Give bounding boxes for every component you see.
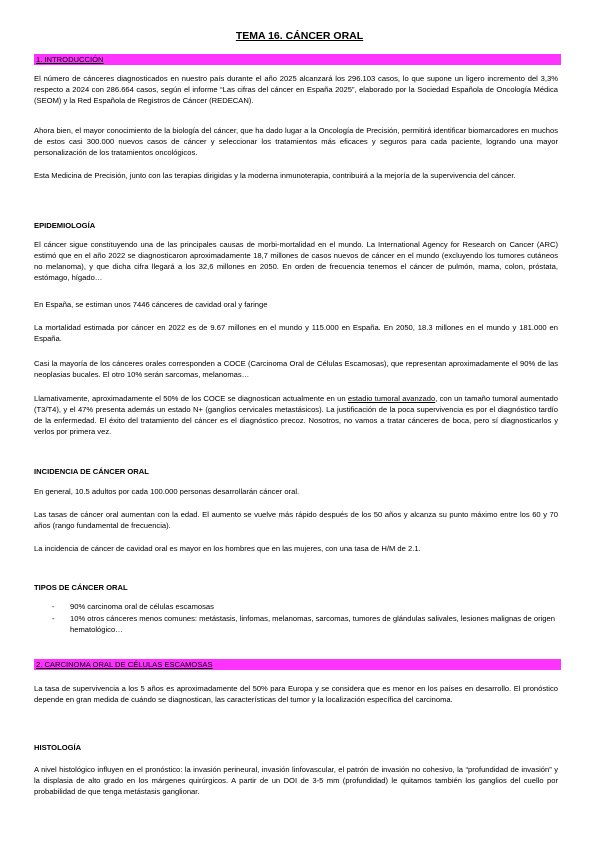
intro-paragraph-1: El número de cánceres diagnosticados en nuestro país durante el año 2025 alcanzará los 296.103 casos, lo que supone un ligero incremento del 3,3% respecto a 2024 con 286.664 casos, según el informe “Las cifras del cáncer en España 2025”, elaborado por la Sociedad Española de Oncología Médica (SEOM) y la Red Española de Registros de Cáncer (REDECAN). <box>34 74 558 106</box>
section-heading-carcinoma: 2. CARCINOMA ORAL DE CÉLULAS ESCAMOSAS <box>34 659 561 670</box>
intro-paragraph-2: Ahora bien, el mayor conocimiento de la biología del cáncer, que ha dado lugar a la Oncología de Precisión, permitirá identificar biomarcadores en muchos de estos casi 300.000 nuevos casos de cáncer y seleccionar los tratamientos más eficaces y seguros para cada paciente, logrando una mayor personalización de los tratamientos oncológicos. <box>34 126 558 158</box>
heading-tipos: TIPOS DE CÁNCER ORAL <box>34 583 128 592</box>
section-heading-introduccion: 1. INTRODUCCIÓN <box>34 54 561 65</box>
estadio-tumoral-underlined: estadio tumoral avanzado <box>347 394 436 403</box>
list-item: 90% carcinoma oral de células escamosas <box>70 602 214 611</box>
heading-epidemiologia: EPIDEMIOLOGÍA <box>34 221 96 230</box>
heading-incidencia: INCIDENCIA DE CÁNCER ORAL <box>34 467 149 476</box>
list-item: 10% otros cánceres menos comunes: metástasis, linfomas, melanomas, sarcomas, tumores de glándulas salivales, lesiones malignas de origen hematológico… <box>70 614 555 635</box>
list-bullet: - <box>52 614 55 623</box>
intro-paragraph-3: Esta Medicina de Precisión, junto con las terapias dirigidas y la moderna inmunoterapia, contribuirá a la mejoría de la supervivencia del cáncer. <box>34 171 516 180</box>
epidemiologia-paragraph-5 <box>34 393 558 437</box>
carcinoma-paragraph-1: La tasa de supervivencia a los 5 años es aproximadamente del 50% para Europa y se considera que es menor en los países en desarrollo. El pronóstico depende en gran medida de cuándo se diagnostican, las características del tumor y la localización específica del carcinoma. <box>34 684 558 705</box>
heading-histologia: HISTOLOGÍA <box>34 743 82 752</box>
histologia-paragraph-1: A nivel histológico influyen en el pronóstico: la invasión perineural, invasión linfovascular, el patrón de invasión no cohesivo, la “profundidad de invasión” y la displasia de alto grado en los márgenes quirúrgicos. A partir de un DOI de 3-5 mm (profundidad) le quitamos también los ganglios del cuello por probabilidad de que tenga metástasis ganglionar. <box>34 765 558 797</box>
epidemiologia-paragraph-1: El cáncer sigue constituyendo una de las principales causas de morbi-mortalidad en el mundo. La International Agency for Research on Cancer (ARC) estimó que en el año 2022 se diagnosticaron aproximadamente 18,7 millones de casos nuevos de cáncer en el mundo (excluyendo los tumores cutáneos no melanoma), y que dicha cifra llegará a los 32,6 millones en 2050. En orden de frecuencia tenemos el cáncer de pulmón, mama, colon, próstata, estómago, hígado… <box>34 240 558 283</box>
incidencia-paragraph-2: Las tasas de cáncer oral aumentan con la edad. El aumento se vuelve más rápido después de los 50 años y alcanza su punto máximo entre los 60 y 70 años (rango fundamental de frecuencia). <box>34 510 558 531</box>
epidemiologia-paragraph-2: En España, se estiman unos 7446 cánceres de cavidad oral y faringe <box>34 300 268 309</box>
epidemiologia-p5-end: , con un tamaño tumoral aumentado (T3/T4), y el 47% presenta además un estado N+ (ganglios cervicales metastásicos). La justificación de la poca supervivencia es por el diagnóstico tardío de la enfermedad. El éxito del tratamiento del cáncer es el diagnóstico precoz. Nosotros, no vamos a tratar cánceres de boca, pero sí diagnosticarlos y verlos por primera vez. <box>34 394 558 437</box>
list-bullet: - <box>52 602 55 611</box>
epidemiologia-paragraph-4: Casi la mayoría de los cánceres orales corresponden a COCE (Carcinoma Oral de Células Escamosas), que representan aproximadamente el 90% de las neoplasias bucales. El otro 10% serán sarcomas, melanomas… <box>34 359 558 380</box>
incidencia-paragraph-3: La incidencia de cáncer de cavidad oral es mayor en los hombres que en las mujeres, con una tasa de H/M de 2.1. <box>34 544 421 553</box>
epidemiologia-paragraph-3: La mortalidad estimada por cáncer en 2022 es de 9.67 millones en el mundo y 115.000 en España. En 2050, 18.3 millones en el mundo y 181.000 en España. <box>34 323 558 344</box>
page-title: TEMA 16. CÁNCER ORAL <box>235 30 364 42</box>
epidemiologia-p5-start: Llamativamente, aproximadamente el 50% de los COCE se diagnostican actualmente en un <box>34 394 348 403</box>
incidencia-paragraph-1: En general, 10.5 adultos por cada 100.000 personas desarrollarán cáncer oral. <box>34 487 300 496</box>
